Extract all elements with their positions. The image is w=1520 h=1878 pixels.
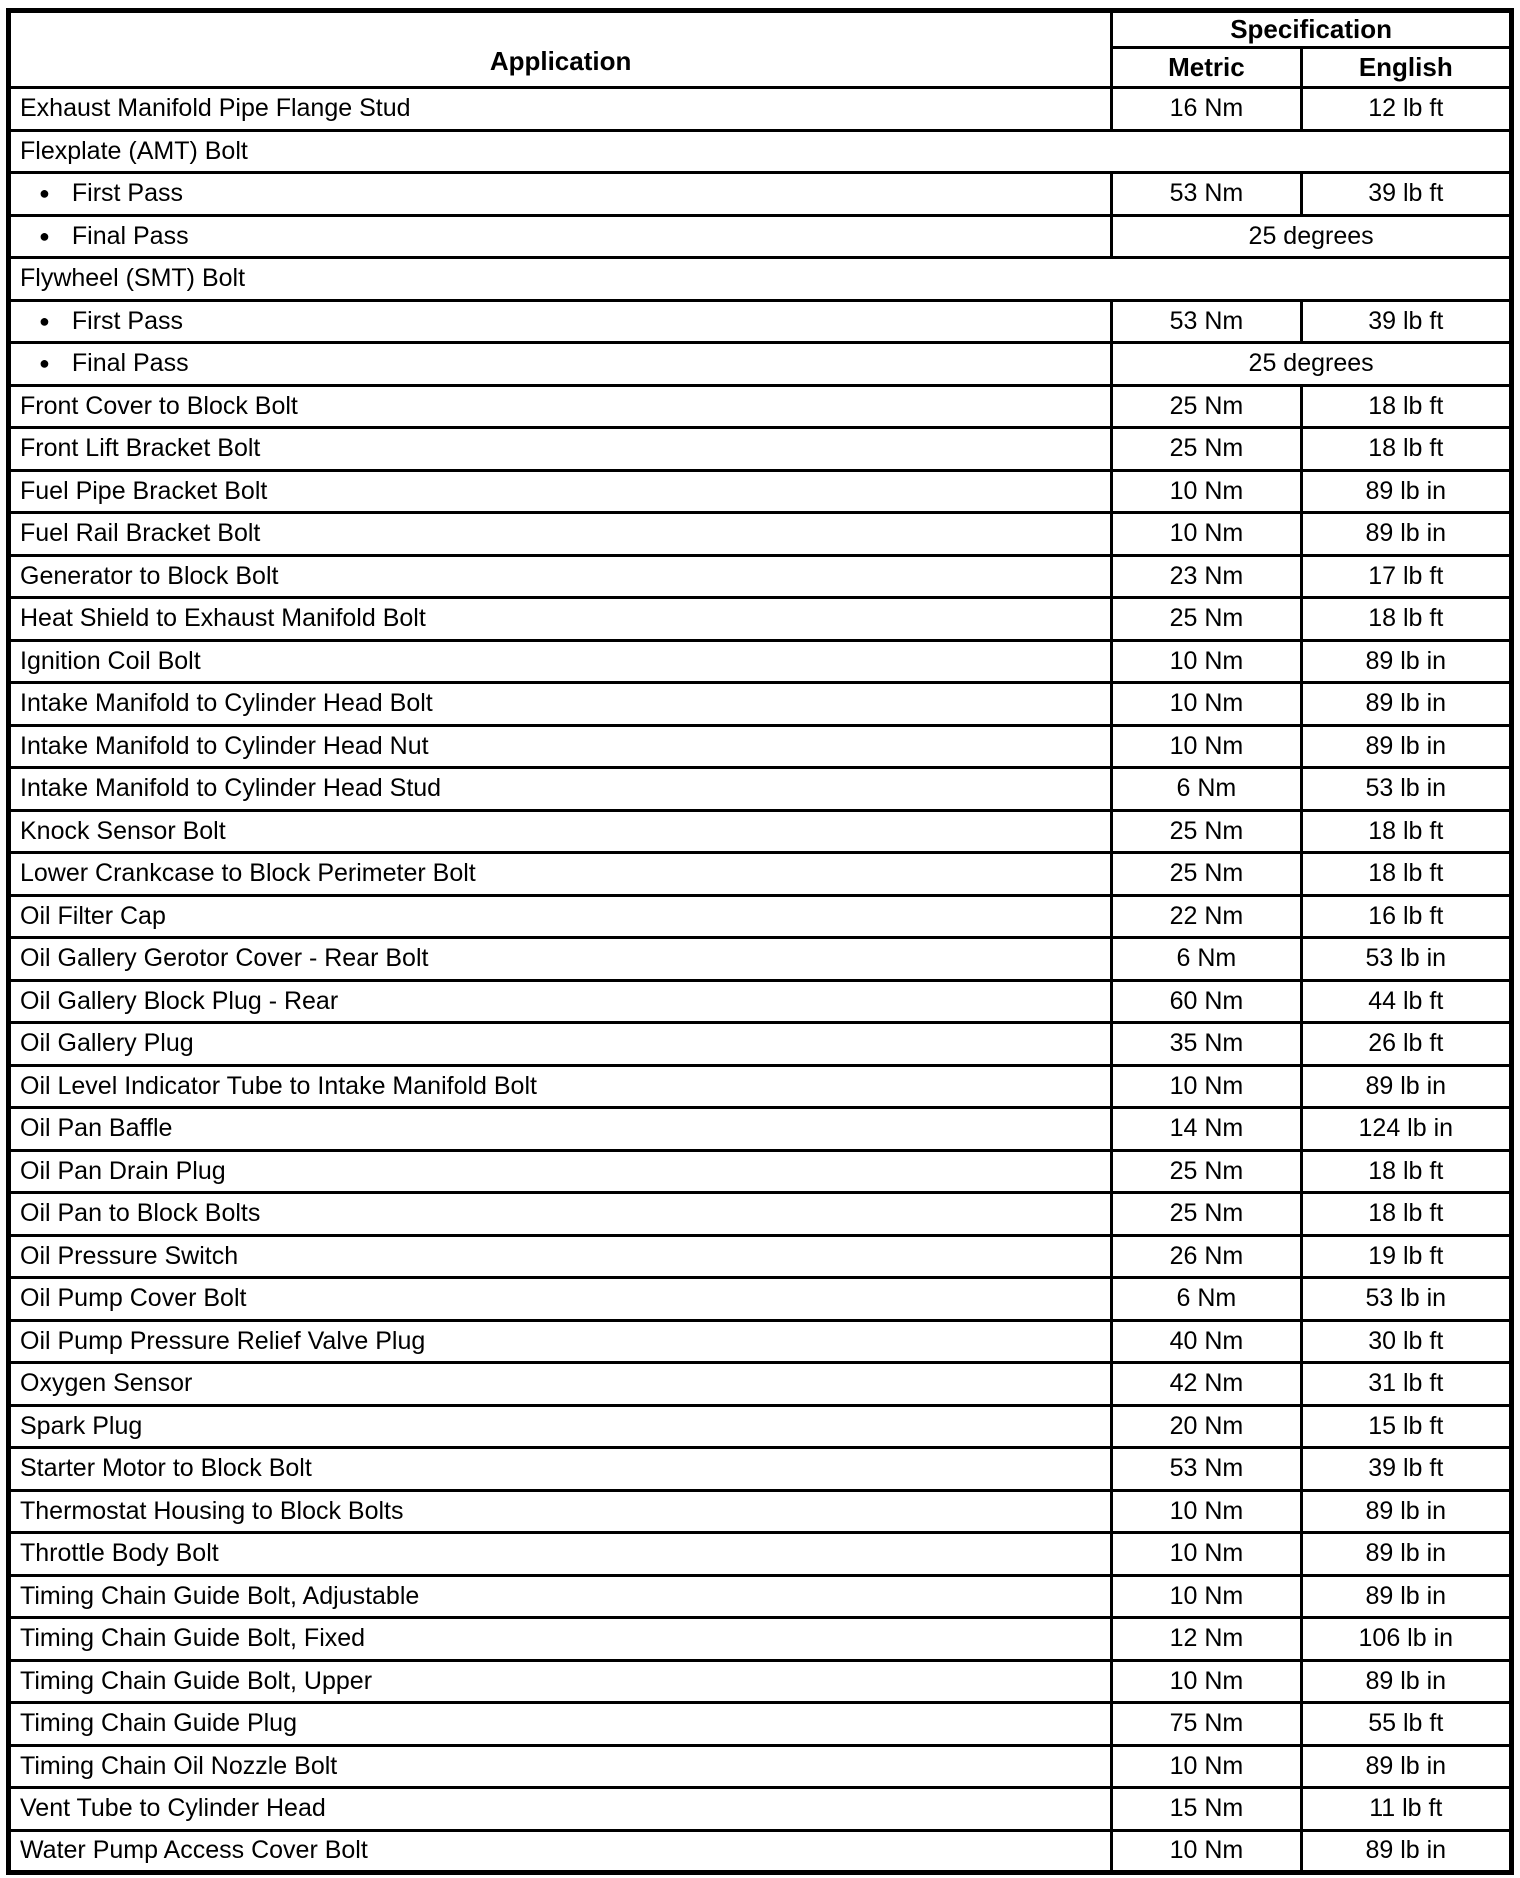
application-cell: Front Lift Bracket Bolt [9, 428, 1112, 471]
spec-rows [9, 88, 1512, 1873]
application-cell: Intake Manifold to Cylinder Head Nut [9, 725, 1112, 768]
application-cell: Intake Manifold to Cylinder Head Bolt [9, 683, 1112, 726]
metric-value: 25 Nm [1112, 598, 1301, 641]
metric-column-header: Metric [1112, 48, 1301, 88]
application-cell: Timing Chain Guide Bolt, Adjustable [9, 1575, 1112, 1618]
metric-value: 10 Nm [1112, 1745, 1301, 1788]
english-value: 89 lb in [1301, 725, 1511, 768]
english-value: 15 lb ft [1301, 1405, 1511, 1448]
table-row [9, 1788, 1512, 1831]
table-row [9, 1193, 1512, 1236]
english-value: 53 lb in [1301, 768, 1511, 811]
application-cell: Oxygen Sensor [9, 1363, 1112, 1406]
table-row [9, 1278, 1512, 1321]
application-cell: Vent Tube to Cylinder Head [9, 1788, 1112, 1831]
table-row [9, 1448, 1512, 1491]
metric-value: 53 Nm [1112, 1448, 1301, 1491]
english-value: 124 lb in [1301, 1108, 1511, 1151]
section-row [9, 258, 1512, 301]
section-label: Flywheel (SMT) Bolt [9, 258, 1512, 301]
application-cell: Timing Chain Guide Bolt, Fixed [9, 1618, 1112, 1661]
english-value: 18 lb ft [1301, 428, 1511, 471]
english-value: 53 lb in [1301, 938, 1511, 981]
section-label: Flexplate (AMT) Bolt [9, 130, 1512, 173]
application-cell: Oil Gallery Gerotor Cover - Rear Bolt [9, 938, 1112, 981]
metric-value: 10 Nm [1112, 725, 1301, 768]
metric-value: 35 Nm [1112, 1023, 1301, 1066]
application-cell: Oil Pressure Switch [9, 1235, 1112, 1278]
metric-value: 25 Nm [1112, 385, 1301, 428]
table-row [9, 1320, 1512, 1363]
metric-value: 6 Nm [1112, 1278, 1301, 1321]
metric-value: 6 Nm [1112, 768, 1301, 811]
english-value: 44 lb ft [1301, 980, 1511, 1023]
application-cell: Oil Gallery Plug [9, 1023, 1112, 1066]
bullet-icon: ● [39, 183, 50, 204]
metric-value: 75 Nm [1112, 1703, 1301, 1746]
table-row [9, 768, 1512, 811]
metric-value: 10 Nm [1112, 1490, 1301, 1533]
english-value: 31 lb ft [1301, 1363, 1511, 1406]
english-value: 26 lb ft [1301, 1023, 1511, 1066]
english-value: 17 lb ft [1301, 555, 1511, 598]
application-cell [9, 300, 1112, 343]
metric-value: 10 Nm [1112, 1065, 1301, 1108]
table-row [9, 173, 1512, 216]
application-cell: Intake Manifold to Cylinder Head Stud [9, 768, 1112, 811]
application-cell: Fuel Pipe Bracket Bolt [9, 470, 1112, 513]
application-cell: Generator to Block Bolt [9, 555, 1112, 598]
english-column-header: English [1301, 48, 1511, 88]
english-value: 12 lb ft [1301, 88, 1511, 131]
table-row [9, 470, 1512, 513]
specification-column-group-header: Specification [1112, 11, 1512, 48]
application-cell: Oil Pan Drain Plug [9, 1150, 1112, 1193]
table-row [9, 88, 1512, 131]
table-row [9, 1745, 1512, 1788]
application-cell: Front Cover to Block Bolt [9, 385, 1112, 428]
application-cell: Oil Pump Cover Bolt [9, 1278, 1112, 1321]
english-value: 18 lb ft [1301, 1193, 1511, 1236]
english-value: 89 lb in [1301, 1490, 1511, 1533]
table-row [9, 513, 1512, 556]
table-row [9, 385, 1512, 428]
english-value: 89 lb in [1301, 640, 1511, 683]
english-value: 18 lb ft [1301, 598, 1511, 641]
english-value: 89 lb in [1301, 1745, 1511, 1788]
table-row [9, 853, 1512, 896]
metric-value: 25 Nm [1112, 810, 1301, 853]
table-row [9, 1363, 1512, 1406]
metric-value: 10 Nm [1112, 1533, 1301, 1576]
table-row [9, 555, 1512, 598]
metric-value: 23 Nm [1112, 555, 1301, 598]
fastener-spec-table [6, 8, 1514, 1875]
table-row [9, 640, 1512, 683]
english-value: 89 lb in [1301, 1660, 1511, 1703]
table-row [9, 938, 1512, 981]
metric-value: 20 Nm [1112, 1405, 1301, 1448]
metric-value: 25 Nm [1112, 1193, 1301, 1236]
metric-value: 12 Nm [1112, 1618, 1301, 1661]
english-value: 89 lb in [1301, 683, 1511, 726]
table-row [9, 215, 1512, 258]
english-value: 18 lb ft [1301, 810, 1511, 853]
table-row [9, 725, 1512, 768]
english-value: 16 lb ft [1301, 895, 1511, 938]
table-row [9, 428, 1512, 471]
table-row [9, 895, 1512, 938]
application-column-header: Application [9, 11, 1112, 88]
english-value: 89 lb in [1301, 1830, 1511, 1873]
bullet-label: Final Pass [71, 349, 189, 378]
application-cell: Exhaust Manifold Pipe Flange Stud [9, 88, 1112, 131]
english-value: 89 lb in [1301, 1575, 1511, 1618]
bullet-label: Final Pass [71, 221, 189, 250]
bullet-icon: ● [39, 310, 50, 331]
metric-value: 10 Nm [1112, 1575, 1301, 1618]
table-row [9, 1065, 1512, 1108]
english-value: 106 lb in [1301, 1618, 1511, 1661]
english-value: 89 lb in [1301, 1533, 1511, 1576]
metric-value: 10 Nm [1112, 640, 1301, 683]
application-cell: Starter Motor to Block Bolt [9, 1448, 1112, 1491]
metric-value: 26 Nm [1112, 1235, 1301, 1278]
english-value: 39 lb ft [1301, 173, 1511, 216]
english-value: 18 lb ft [1301, 853, 1511, 896]
table-row [9, 1830, 1512, 1873]
english-value: 11 lb ft [1301, 1788, 1511, 1831]
metric-value: 25 Nm [1112, 428, 1301, 471]
metric-value: 10 Nm [1112, 513, 1301, 556]
table-row [9, 1405, 1512, 1448]
bullet-icon: ● [39, 353, 50, 374]
english-value: 39 lb ft [1301, 300, 1511, 343]
table-row [9, 343, 1512, 386]
english-value: 53 lb in [1301, 1278, 1511, 1321]
application-cell: Knock Sensor Bolt [9, 810, 1112, 853]
english-value: 39 lb ft [1301, 1448, 1511, 1491]
metric-value: 25 Nm [1112, 1150, 1301, 1193]
spec-merged-value: 25 degrees [1112, 343, 1512, 386]
table-row [9, 1660, 1512, 1703]
english-value: 55 lb ft [1301, 1703, 1511, 1746]
table-row [9, 1490, 1512, 1533]
application-cell: Spark Plug [9, 1405, 1112, 1448]
application-cell: Heat Shield to Exhaust Manifold Bolt [9, 598, 1112, 641]
table-row [9, 1023, 1512, 1066]
application-cell: Fuel Rail Bracket Bolt [9, 513, 1112, 556]
spec-merged-value: 25 degrees [1112, 215, 1512, 258]
metric-value: 15 Nm [1112, 1788, 1301, 1831]
metric-value: 10 Nm [1112, 1830, 1301, 1873]
metric-value: 42 Nm [1112, 1363, 1301, 1406]
english-value: 89 lb in [1301, 513, 1511, 556]
english-value: 19 lb ft [1301, 1235, 1511, 1278]
english-value: 18 lb ft [1301, 385, 1511, 428]
table-row [9, 980, 1512, 1023]
application-cell: Oil Gallery Block Plug - Rear [9, 980, 1112, 1023]
bullet-label: First Pass [71, 179, 183, 208]
metric-value: 10 Nm [1112, 470, 1301, 513]
application-cell: Lower Crankcase to Block Perimeter Bolt [9, 853, 1112, 896]
application-cell: Oil Filter Cap [9, 895, 1112, 938]
application-cell: Timing Chain Guide Plug [9, 1703, 1112, 1746]
table-row [9, 1108, 1512, 1151]
english-value: 89 lb in [1301, 1065, 1511, 1108]
application-cell: Timing Chain Oil Nozzle Bolt [9, 1745, 1112, 1788]
application-cell: Oil Pan to Block Bolts [9, 1193, 1112, 1236]
table-header [9, 11, 1512, 88]
metric-value: 10 Nm [1112, 1660, 1301, 1703]
application-cell [9, 343, 1112, 386]
english-value: 30 lb ft [1301, 1320, 1511, 1363]
application-cell: Oil Pan Baffle [9, 1108, 1112, 1151]
metric-value: 40 Nm [1112, 1320, 1301, 1363]
bullet-label: First Pass [71, 306, 183, 335]
bullet-icon: ● [39, 225, 50, 246]
application-cell [9, 173, 1112, 216]
table-row [9, 300, 1512, 343]
metric-value: 53 Nm [1112, 173, 1301, 216]
application-cell: Oil Pump Pressure Relief Valve Plug [9, 1320, 1112, 1363]
metric-value: 10 Nm [1112, 683, 1301, 726]
table-row [9, 1703, 1512, 1746]
metric-value: 53 Nm [1112, 300, 1301, 343]
english-value: 18 lb ft [1301, 1150, 1511, 1193]
application-cell: Ignition Coil Bolt [9, 640, 1112, 683]
metric-value: 14 Nm [1112, 1108, 1301, 1151]
table-row [9, 683, 1512, 726]
metric-value: 60 Nm [1112, 980, 1301, 1023]
application-cell: Thermostat Housing to Block Bolts [9, 1490, 1112, 1533]
metric-value: 25 Nm [1112, 853, 1301, 896]
section-row [9, 130, 1512, 173]
header-row-specification [9, 11, 1512, 48]
table-row [9, 598, 1512, 641]
application-cell: Timing Chain Guide Bolt, Upper [9, 1660, 1112, 1703]
application-cell: Throttle Body Bolt [9, 1533, 1112, 1576]
application-cell [9, 215, 1112, 258]
english-value: 89 lb in [1301, 470, 1511, 513]
metric-value: 22 Nm [1112, 895, 1301, 938]
metric-value: 6 Nm [1112, 938, 1301, 981]
table-row [9, 1150, 1512, 1193]
table-row [9, 1618, 1512, 1661]
metric-value: 16 Nm [1112, 88, 1301, 131]
table-row [9, 1575, 1512, 1618]
table-row [9, 810, 1512, 853]
application-cell: Water Pump Access Cover Bolt [9, 1830, 1112, 1873]
application-cell: Oil Level Indicator Tube to Intake Manifold Bolt [9, 1065, 1112, 1108]
table-row [9, 1235, 1512, 1278]
table-row [9, 1533, 1512, 1576]
